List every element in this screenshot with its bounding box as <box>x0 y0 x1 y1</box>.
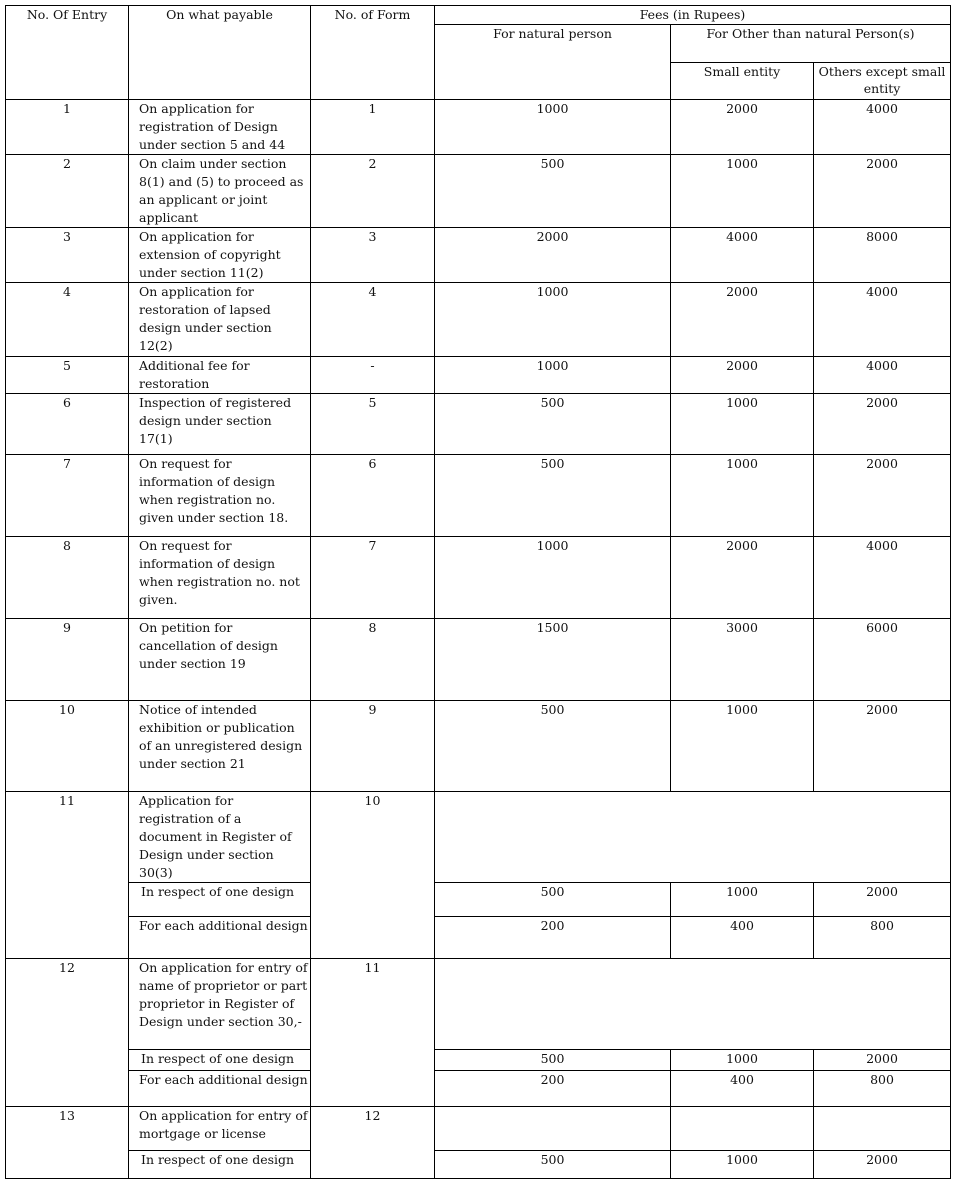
others-fee-cell: 2000 <box>814 455 951 537</box>
form-cell: 2 <box>311 155 435 228</box>
table-row <box>6 701 951 792</box>
others-fee-cell: 800 <box>814 1071 951 1107</box>
small-fee-cell: 1000 <box>671 1151 814 1179</box>
natural-fee-cell: 200 <box>435 1071 671 1107</box>
natural-fee-cell: 1500 <box>435 619 671 701</box>
others-fee-cell: 2000 <box>814 883 951 917</box>
table-row <box>6 155 951 228</box>
entry-cell: 11 <box>6 792 129 959</box>
small-fee-cell: 2000 <box>671 283 814 357</box>
form-cell: 8 <box>311 619 435 701</box>
header-others: Others except small entity <box>814 63 951 100</box>
entry-cell: 13 <box>6 1107 129 1179</box>
desc-cell: In respect of one design <box>129 1151 311 1179</box>
entry-cell: 6 <box>6 394 129 455</box>
table-subrow <box>6 917 951 959</box>
small-fee-cell: 3000 <box>671 619 814 701</box>
others-fee-cell: 4000 <box>814 283 951 357</box>
desc-cell: Notice of intended exhibition or publication of an unregistered design under section 21 <box>129 701 311 792</box>
empty-fee-cell <box>671 1107 814 1151</box>
small-fee-cell: 1000 <box>671 701 814 792</box>
table-subrow <box>6 883 951 917</box>
desc-cell: On application for entry of mortgage or license <box>129 1107 311 1151</box>
entry-cell: 8 <box>6 537 129 619</box>
table-row <box>6 228 951 283</box>
empty-fee-cell <box>435 959 951 1050</box>
others-fee-cell: 2000 <box>814 155 951 228</box>
header-fees: Fees (in Rupees) <box>435 6 951 25</box>
others-fee-cell: 2000 <box>814 394 951 455</box>
natural-fee-cell: 1000 <box>435 100 671 155</box>
header-entry: No. Of Entry <box>6 6 129 100</box>
table-row <box>6 100 951 155</box>
natural-fee-cell: 500 <box>435 883 671 917</box>
desc-cell: On application for restoration of lapsed design under section 12(2) <box>129 283 311 357</box>
empty-fee-cell <box>435 792 951 883</box>
form-cell: 3 <box>311 228 435 283</box>
entry-cell: 12 <box>6 959 129 1107</box>
small-fee-cell: 1000 <box>671 1050 814 1071</box>
small-fee-cell: 1000 <box>671 155 814 228</box>
natural-fee-cell: 2000 <box>435 228 671 283</box>
form-cell: 11 <box>311 959 435 1107</box>
empty-fee-cell <box>814 1107 951 1151</box>
entry-cell: 5 <box>6 357 129 394</box>
desc-cell: On claim under section 8(1) and (5) to proceed as an applicant or joint applicant <box>129 155 311 228</box>
table-subrow <box>6 1071 951 1107</box>
entry-cell: 9 <box>6 619 129 701</box>
table-row <box>6 537 951 619</box>
small-fee-cell: 400 <box>671 1071 814 1107</box>
natural-fee-cell: 500 <box>435 155 671 228</box>
desc-cell: Application for registration of a document in Register of Design under section 30(3) <box>129 792 311 883</box>
empty-fee-cell <box>435 1107 671 1151</box>
others-fee-cell: 8000 <box>814 228 951 283</box>
others-fee-cell: 2000 <box>814 1050 951 1071</box>
natural-fee-cell: 500 <box>435 701 671 792</box>
small-fee-cell: 400 <box>671 917 814 959</box>
desc-cell: Additional fee for restoration <box>129 357 311 394</box>
table-row <box>6 619 951 701</box>
table-row <box>6 357 951 394</box>
entry-cell: 7 <box>6 455 129 537</box>
header-natural: For natural person <box>435 25 671 100</box>
others-fee-cell: 4000 <box>814 100 951 155</box>
natural-fee-cell: 500 <box>435 394 671 455</box>
fees-table <box>5 5 951 1179</box>
table-row <box>6 792 951 883</box>
natural-fee-cell: 1000 <box>435 357 671 394</box>
small-fee-cell: 2000 <box>671 537 814 619</box>
small-fee-cell: 2000 <box>671 357 814 394</box>
desc-cell: On request for information of design when registration no. not given. <box>129 537 311 619</box>
entry-cell: 2 <box>6 155 129 228</box>
others-fee-cell: 4000 <box>814 357 951 394</box>
small-fee-cell: 1000 <box>671 455 814 537</box>
header-payable: On what payable <box>129 6 311 100</box>
desc-cell: For each additional design <box>129 1071 311 1107</box>
natural-fee-cell: 500 <box>435 1050 671 1071</box>
small-fee-cell: 1000 <box>671 883 814 917</box>
desc-cell: In respect of one design <box>129 1050 311 1071</box>
natural-fee-cell: 500 <box>435 455 671 537</box>
natural-fee-cell: 1000 <box>435 537 671 619</box>
entry-cell: 1 <box>6 100 129 155</box>
natural-fee-cell: 1000 <box>435 283 671 357</box>
table-row <box>6 455 951 537</box>
entry-cell: 10 <box>6 701 129 792</box>
form-cell: 4 <box>311 283 435 357</box>
form-cell: - <box>311 357 435 394</box>
desc-cell: In respect of one design <box>129 883 311 917</box>
natural-fee-cell: 500 <box>435 1151 671 1179</box>
header-form: No. of Form <box>311 6 435 100</box>
desc-cell: Inspection of registered design under section 17(1) <box>129 394 311 455</box>
small-fee-cell: 4000 <box>671 228 814 283</box>
table-subrow <box>6 1050 951 1071</box>
small-fee-cell: 1000 <box>671 394 814 455</box>
others-fee-cell: 4000 <box>814 537 951 619</box>
form-cell: 9 <box>311 701 435 792</box>
others-fee-cell: 2000 <box>814 701 951 792</box>
natural-fee-cell: 200 <box>435 917 671 959</box>
desc-cell: On application for registration of Design under section 5 and 44 <box>129 100 311 155</box>
entry-cell: 3 <box>6 228 129 283</box>
form-cell: 7 <box>311 537 435 619</box>
table-row <box>6 959 951 1050</box>
desc-cell: On application for extension of copyright under section 11(2) <box>129 228 311 283</box>
table-row <box>6 1107 951 1151</box>
desc-cell: On request for information of design when registration no. given under section 18. <box>129 455 311 537</box>
entry-cell: 4 <box>6 283 129 357</box>
form-cell: 12 <box>311 1107 435 1179</box>
form-cell: 5 <box>311 394 435 455</box>
desc-cell: On petition for cancellation of design under section 19 <box>129 619 311 701</box>
desc-cell: On application for entry of name of proprietor or part proprietor in Register of Design under section 30,- <box>129 959 311 1050</box>
header-small: Small entity <box>671 63 814 100</box>
others-fee-cell: 2000 <box>814 1151 951 1179</box>
others-fee-cell: 800 <box>814 917 951 959</box>
table-subrow <box>6 1151 951 1179</box>
table-row <box>6 283 951 357</box>
others-fee-cell: 6000 <box>814 619 951 701</box>
form-cell: 1 <box>311 100 435 155</box>
desc-cell: For each additional design <box>129 917 311 959</box>
form-cell: 6 <box>311 455 435 537</box>
small-fee-cell: 2000 <box>671 100 814 155</box>
table-row <box>6 394 951 455</box>
form-cell: 10 <box>311 792 435 959</box>
header-other: For Other than natural Person(s) <box>671 25 951 63</box>
